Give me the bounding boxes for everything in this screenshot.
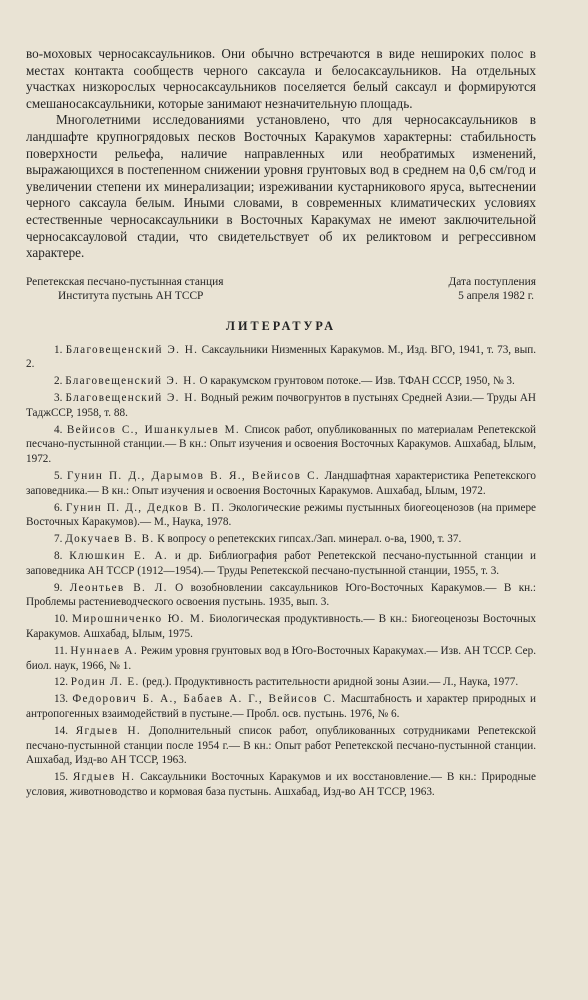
ref-author: Благовещенский Э. Н. (65, 375, 197, 388)
ref-text: Саксаульники Низменных Каракумов. М., Изд. ВГО, 1941, т. 73, вып. 2. (26, 343, 536, 371)
ref-text: Масштабность и характер природных и антропогенных взаимодействий в пустыне.— Пробл. осв. пустынь. 1976, № 6. (26, 693, 537, 721)
body-paragraph: во-моховых черносаксаульников. Они обычно встречаются в виде нешироких полос в местах контакта сообществ черного саксаула и белосаксаульников. На отдельных участках низкорослых черносаксаульников поселяется белый саксаул и формируются смешаносаксаульники, которые занимают незначительную площадь. (26, 46, 536, 111)
article-body (26, 46, 536, 262)
ref-number: 9. (54, 581, 63, 594)
ref-text: и др. Библиография работ Репетекской песчано-пустынной станции и заповедника АН ТССР (1912—1954).— Труды Репетекской песчано-пустынной станции, 1955, т. 3. (26, 550, 536, 577)
ref-text: Дополнительный список работ, опубликованных сотрудниками Репетекской песчано-пустынной станции после 1954 г.— В кн.: Опыт работ Репетекской песчано-пустынной станции. Ашхабад, Изд-во АН ТССР, 1963. (26, 725, 537, 767)
reference-item (26, 532, 536, 547)
ref-number: 6. (54, 501, 63, 514)
ref-text: Саксаульники Восточных Каракумов и их восстановление.— В кн.: Природные условия, животноводство и кормовая база пустынь. Ашхабад, Изд-во АН ТССР, 1963. (26, 771, 537, 798)
ref-author: Гунин П. Д., Дедков В. П. (65, 501, 226, 514)
ref-text: О возобновлении саксаульников Юго-Восточных Каракумов.— В кн.: Проблемы растениеводческого освоения пустынь. 1935, вып. 3. (26, 581, 537, 609)
references-list (26, 343, 536, 800)
received-date-value: 5 апреля 1982 г. (458, 289, 534, 302)
reference-item (26, 423, 536, 467)
ref-text: Режим уровня грунтовых вод в Юго-Восточных Каракумах.— Изв. АН ТССР. Сер. биол. наук, 1966, № 1. (26, 644, 537, 672)
reference-item (26, 581, 536, 610)
ref-text: К вопросу о репетекских гипсах./Зап. минерал. о-ва, 1900, т. 37. (157, 533, 462, 546)
ref-number: 1. (54, 343, 63, 356)
ref-text: (ред.). Продуктивность растительности аридной зоны Азии.— Л., Наука, 1977. (142, 676, 519, 689)
ref-author: Докучаев В. В. (65, 533, 155, 546)
ref-number: 13. (54, 693, 68, 706)
institution (26, 275, 223, 303)
reference-item (26, 612, 536, 641)
reference-item (26, 501, 536, 530)
ref-number: 7. (54, 533, 63, 546)
reference-item (26, 724, 536, 768)
reference-item (26, 770, 536, 799)
ref-number: 15. (54, 771, 68, 784)
ref-text: О каракумском грунтовом потоке.— Изв. ТФАН СССР, 1950, № 3. (199, 375, 515, 388)
reference-item (26, 374, 536, 389)
ref-text: Водный режим почвогрунтов в пустынях Средней Азии.— Труды АН ТаджССР, 1958, т. 88. (26, 392, 536, 419)
ref-author: Клюшкин Е. А. (69, 550, 168, 563)
ref-number: 5. (54, 470, 63, 483)
received-date (449, 275, 536, 303)
ref-number: 2. (54, 375, 63, 388)
ref-author: Гунин П. Д., Дарымов В. Я., Вейисов С. (67, 470, 320, 483)
reference-item (26, 549, 536, 578)
ref-number: 4. (54, 423, 63, 436)
ref-number: 8. (54, 550, 63, 563)
references-heading: ЛИТЕРАТУРА (225, 318, 337, 333)
ref-number: 10. (54, 613, 68, 626)
ref-author: Вейисов С., Ишанкулыев М. (66, 423, 241, 436)
affiliation-block (26, 275, 536, 303)
reference-item (26, 469, 536, 498)
ref-author: Мирошниченко Ю. М. (72, 613, 206, 626)
ref-author: Леонтьев В. Л. (69, 581, 168, 594)
ref-author: Ягдыев Н. (75, 725, 142, 738)
reference-item (26, 343, 536, 372)
received-label: Дата поступления (448, 275, 536, 288)
reference-item (26, 692, 536, 721)
ref-number: 12. (54, 676, 68, 689)
ref-number: 11. (54, 644, 68, 657)
ref-number: 3. (54, 392, 63, 405)
reference-item (26, 391, 536, 420)
ref-number: 14. (54, 725, 68, 738)
ref-author: Нуннаев А. (70, 644, 138, 657)
ref-text: Экологические режимы пустынных биогеоценозов (на примере Восточных Каракумов).— М., Наука, 1978. (26, 501, 537, 529)
ref-author: Благовещенский Э. Н. (65, 392, 198, 405)
ref-author: Благовещенский Э. Н. (65, 343, 199, 356)
reference-item (26, 644, 536, 673)
institution-line-2: Института пустынь АН ТССР (58, 289, 204, 302)
ref-text: Биологическая продуктивность.— В кн.: Биогеоценозы Восточных Каракумов. Ашхабад, Ылым, 1975. (26, 613, 536, 640)
ref-text: Список работ, опубликованных по материалам Репетекской песчано-пустынной станции.— В кн.: Опыт изучения и освоения Восточных Каракумов. Ашхабад, Ылым, 1972. (26, 423, 537, 466)
ref-author: Федорович Б. А., Бабаев А. Г., Вейисов С. (72, 693, 337, 706)
ref-author: Родин Л. Е. (70, 676, 140, 689)
ref-author: Ягдыев Н. (72, 771, 136, 784)
body-paragraph: Многолетними исследованиями установлено, что для черносаксаульников в ландшафте крупногрядовых песков Восточных Каракумов характерны: стабильность поверхности рельефа, наличие направленных или необратимых изменений, выражающихся в постепенном снижении уровня грунтовых вод в среднем на 0,6 см/год и увеличении степени их минерализации; изреживании кустарникового яруса, вытеснении черного саксаула белым. Иными словами, в современных климатических условиях естественные черносаксаульники в Восточных Каракумах не имеют заключительной черносаксауловой стадии, что свидетельствует об их реликтовом и регрессивном характере. (26, 112, 536, 261)
institution-line-1: Репетекская песчано-пустынная станция (26, 275, 224, 288)
ref-text: Ландшафтная характеристика Репетекского заповедника.— В кн.: Опыт изучения и освоения Восточных Каракумов. Ашхабад, Ылым, 1972. (26, 470, 536, 497)
reference-item (26, 675, 536, 690)
